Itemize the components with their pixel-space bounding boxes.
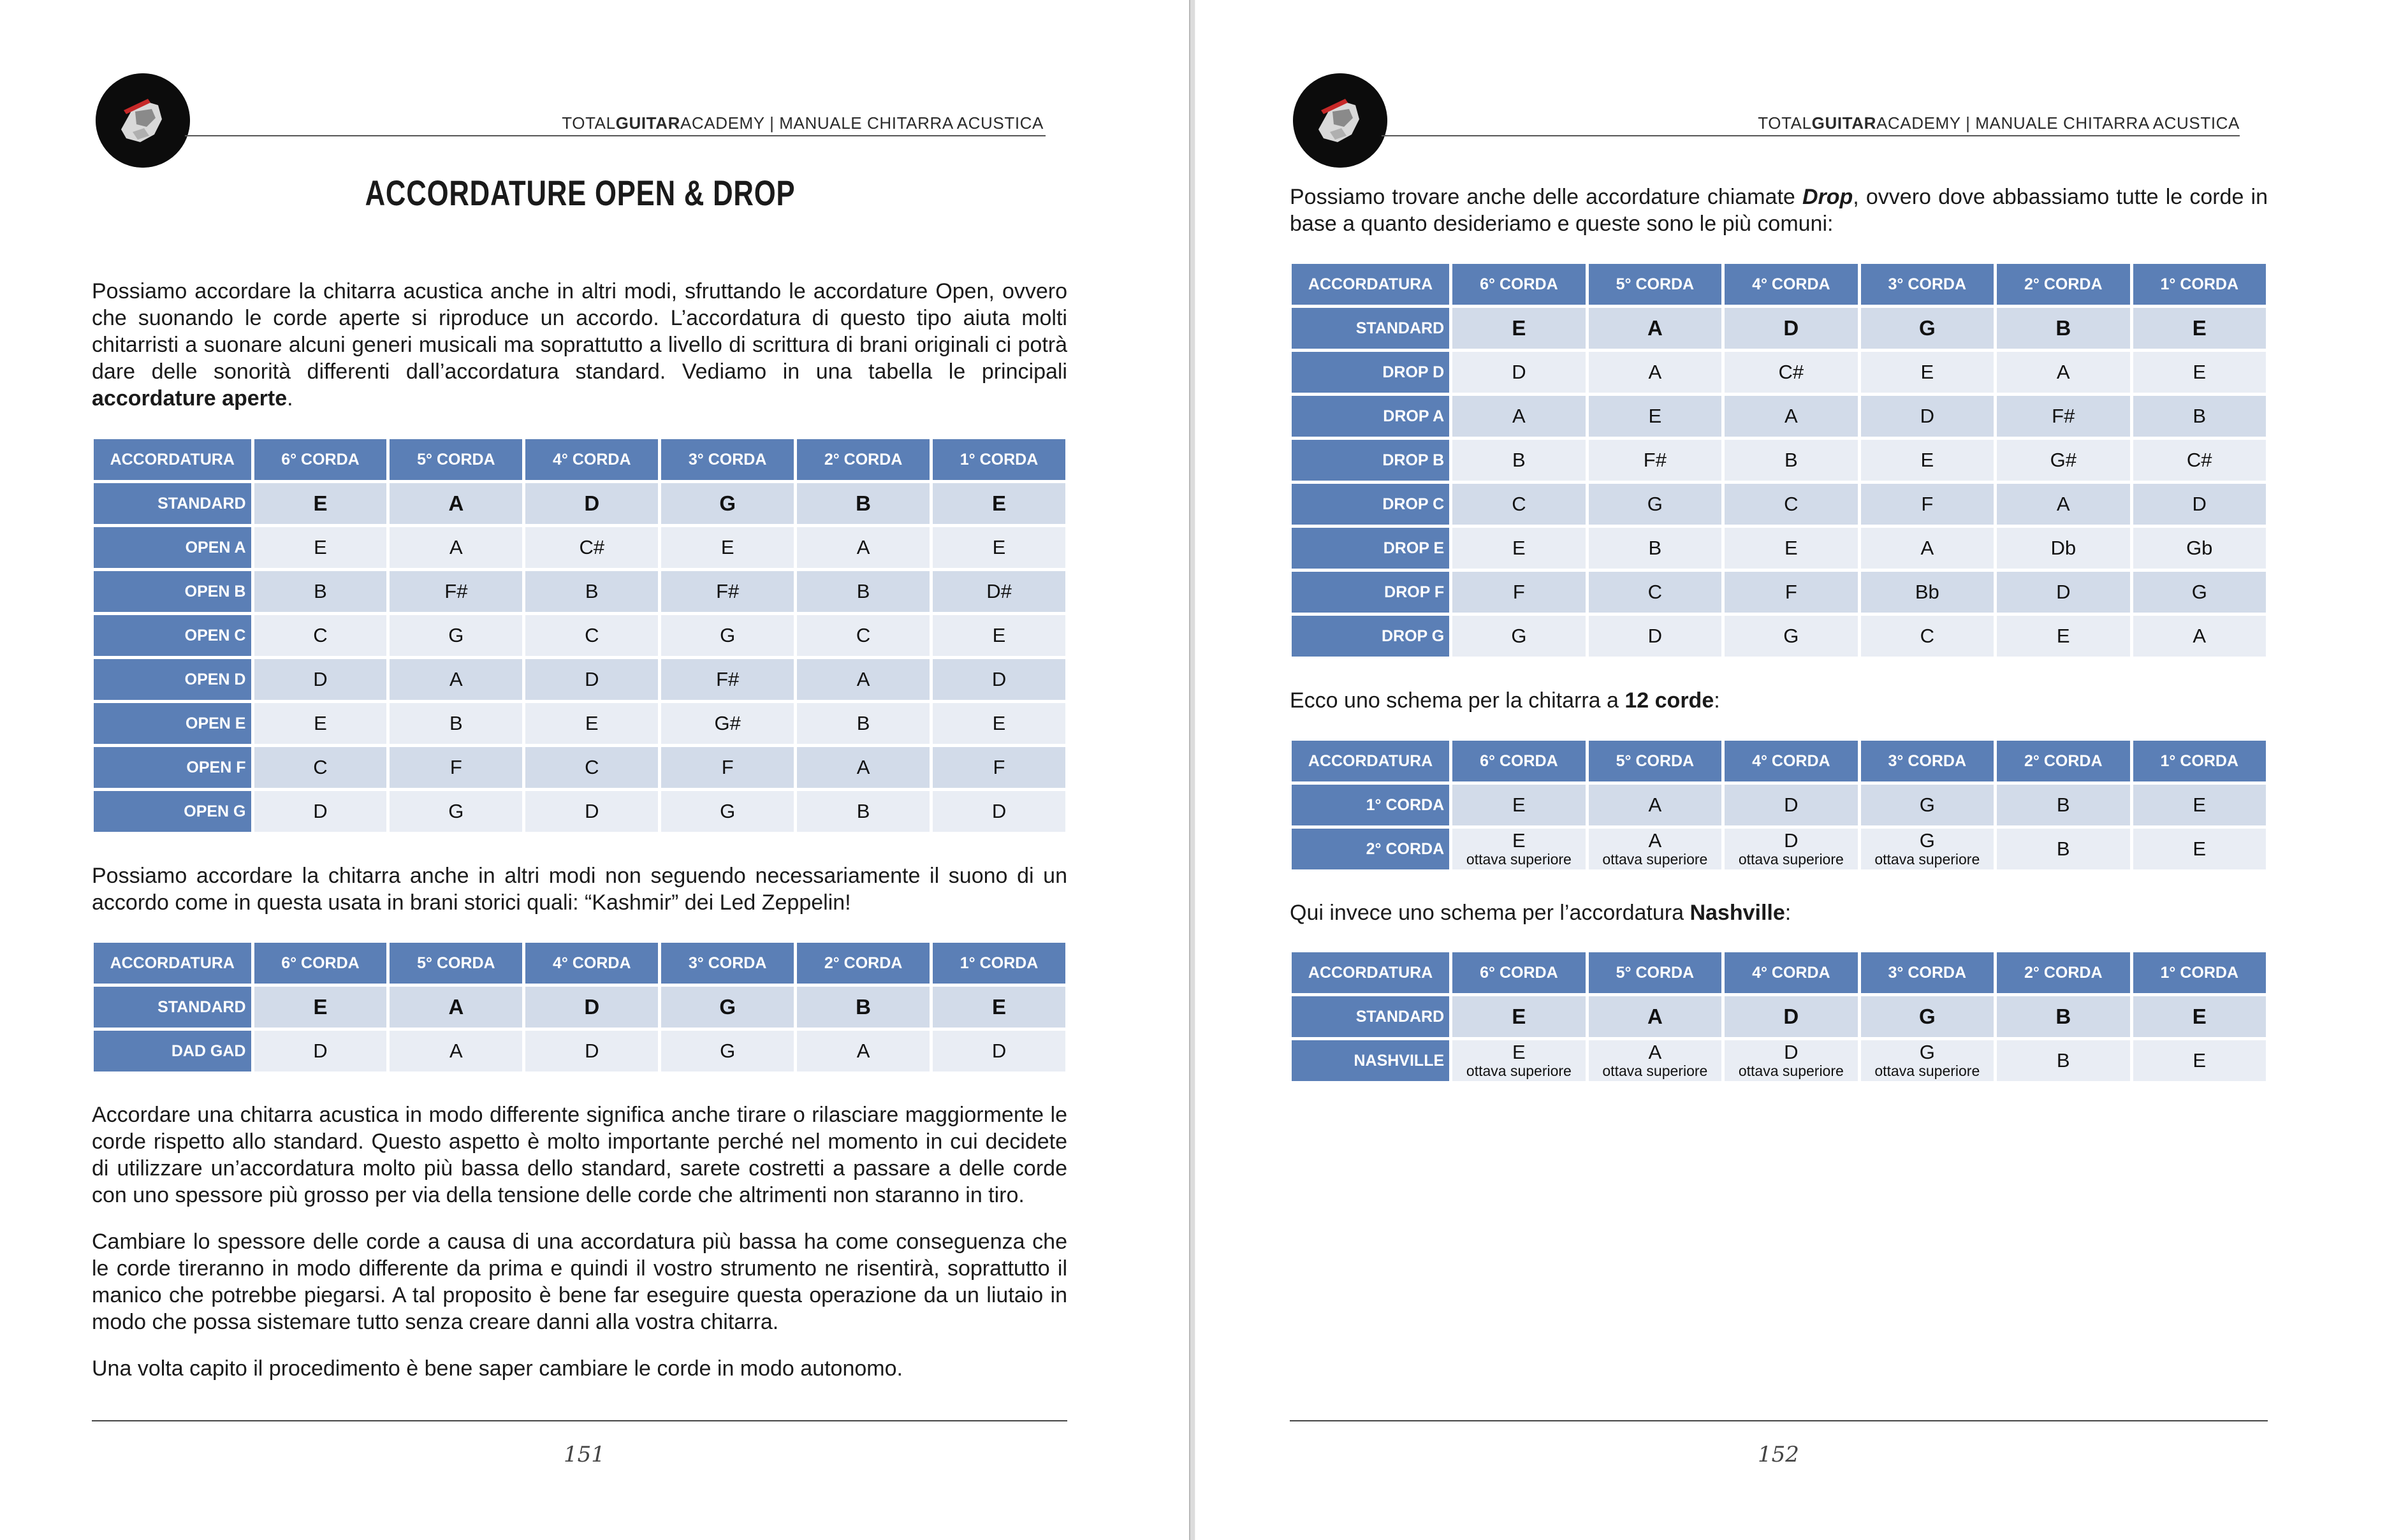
table-row [1292, 440, 2266, 481]
drop-tunings-table [1288, 261, 2269, 660]
table-row [1292, 785, 2266, 825]
column-header: 2° CORDA [797, 439, 930, 480]
table-row [94, 615, 1065, 656]
table-cell: G [661, 483, 794, 524]
table-row [94, 527, 1065, 568]
table-cell: E [2133, 352, 2267, 393]
table-cell: G [390, 791, 522, 832]
intro-paragraph: Possiamo accordare la chitarra acustica anche in altri modi, sfruttando le accordature Open, ovvero che suonando le corde aperte si riproduce un accordo. L’accordatura di questo tipo aiuta molti chitarristi a suonare alcuni generi musicali ma soprattutto a livello di scrittura di brani originali ci potrà dare delle sonorità differenti dall’accordatura standard. Vediamo in una tabella le principali accordature aperte. [92, 279, 1067, 410]
table-cell [1725, 829, 1857, 869]
table-cell: E [933, 703, 1065, 744]
column-header: 1° CORDA [933, 439, 1065, 480]
dadgad-table [91, 940, 1069, 1075]
cell-note: D [1784, 829, 1799, 852]
table-cell: A [1589, 352, 1721, 393]
page-number: 151 [564, 1442, 605, 1467]
table-row [94, 483, 1065, 524]
table-cell: B [797, 483, 930, 524]
table-row [94, 1031, 1065, 1071]
table-cell: C# [525, 527, 658, 568]
table-cell: D [1589, 616, 1721, 657]
row-label: DROP B [1292, 440, 1449, 481]
column-header: 4° CORDA [1725, 952, 1857, 993]
running-header: TOTALGUITARACADEMY | MANUALE CHITARRA ACUSTICA [562, 113, 1044, 133]
row-label: STANDARD [1292, 996, 1449, 1037]
table-cell: C [525, 615, 658, 656]
table-cell: A [1589, 785, 1721, 825]
table-cell: E [525, 703, 658, 744]
row-label: DROP D [1292, 352, 1449, 393]
table-cell: E [254, 527, 387, 568]
table-cell: E [2133, 785, 2267, 825]
table-cell: A [2133, 616, 2267, 657]
column-header: ACCORDATURA [1292, 741, 1449, 781]
table-cell: A [797, 659, 930, 700]
table-cell: G [661, 615, 794, 656]
table-cell: B [797, 791, 930, 832]
academy-logo [1293, 73, 1387, 168]
cell-octave-note: ottava superiore [1466, 1063, 1572, 1079]
table-cell: B [1997, 785, 2129, 825]
table-cell: F# [661, 571, 794, 612]
table-cell: E [933, 483, 1065, 524]
cell-note: D [1784, 1041, 1799, 1063]
table-cell: Bb [1861, 572, 1994, 613]
table-cell: E [1997, 616, 2129, 657]
table-row [1292, 308, 2266, 349]
table-cell: A [1725, 396, 1857, 437]
cell-note: G [1919, 1041, 1935, 1063]
column-header: 5° CORDA [390, 943, 522, 984]
table-cell: E [661, 527, 794, 568]
table-cell: B [1997, 1040, 2129, 1081]
table-row [94, 571, 1065, 612]
column-header: 5° CORDA [1589, 264, 1721, 305]
column-header: 1° CORDA [2133, 741, 2267, 781]
table-cell: F [661, 747, 794, 788]
table-cell: B [1589, 528, 1721, 569]
table-row [1292, 829, 2266, 869]
table-cell: D [1452, 352, 1585, 393]
column-header: 2° CORDA [1997, 741, 2129, 781]
row-label: 2° CORDA [1292, 829, 1449, 869]
row-label: 1° CORDA [1292, 785, 1449, 825]
table-cell: F [1725, 572, 1857, 613]
table-cell: C [254, 747, 387, 788]
table-cell: C# [2133, 440, 2267, 481]
table-cell: B [525, 571, 658, 612]
table-row [94, 703, 1065, 744]
table-cell [1452, 829, 1585, 869]
column-header: 4° CORDA [525, 439, 658, 480]
table-cell: C [1589, 572, 1721, 613]
row-label: DAD GAD [94, 1031, 251, 1071]
row-label: OPEN A [94, 527, 251, 568]
column-header: 6° CORDA [1452, 952, 1585, 993]
table-cell: G [390, 615, 522, 656]
table-cell: D [525, 483, 658, 524]
column-header: 3° CORDA [661, 439, 794, 480]
column-header: 3° CORDA [1861, 741, 1994, 781]
table-cell: E [254, 987, 387, 1028]
cell-octave-note: ottava superiore [1602, 1063, 1708, 1079]
spread-divider [1189, 0, 1195, 1540]
table-cell: G [661, 987, 794, 1028]
table-cell: G [1589, 484, 1721, 525]
string-tension-paragraph: Accordare una chitarra acustica in modo differente significa anche tirare o rilasciare maggiormente le corde rispetto allo standard. Questo aspetto è molto importante perché nel momento in cui decidete di utilizzare un’accordatura molto più bassa dello standard, sarete costretti a passare a delle corde con uno spessore più grosso per via della tensione delle corde che altrimenti non staranno in tiro. [92, 1103, 1067, 1207]
table-row [1292, 1040, 2266, 1081]
table-cell: F [1861, 484, 1994, 525]
cell-octave-note: ottava superiore [1602, 851, 1708, 868]
table-cell: A [797, 1031, 930, 1071]
table-cell: E [1725, 528, 1857, 569]
academy-logo [96, 73, 190, 168]
table-cell [1725, 1040, 1857, 1081]
page-title: ACCORDATURE OPEN & DROP [365, 173, 796, 213]
table-row [1292, 352, 2266, 393]
table-cell: A [1997, 352, 2129, 393]
right-page [1195, 0, 2387, 1540]
table-header-row [94, 943, 1065, 984]
table-cell: G# [1997, 440, 2129, 481]
closing-paragraph: Una volta capito il procedimento è bene saper cambiare le corde in modo autonomo. [92, 1356, 903, 1381]
table-cell [1452, 1040, 1585, 1081]
table-cell: A [390, 1031, 522, 1071]
row-label: OPEN B [94, 571, 251, 612]
table-cell: C [1725, 484, 1857, 525]
table-cell: G [2133, 572, 2267, 613]
table-cell: A [390, 987, 522, 1028]
row-label: DROP E [1292, 528, 1449, 569]
cell-note: A [1648, 1041, 1662, 1063]
running-header: TOTALGUITARACADEMY | MANUALE CHITARRA ACUSTICA [1758, 113, 2240, 133]
column-header: ACCORDATURA [94, 439, 251, 480]
header-rule [1382, 135, 2240, 136]
row-label: DROP A [1292, 396, 1449, 437]
table-cell: D [525, 659, 658, 700]
table-cell: E [2133, 996, 2267, 1037]
table-cell: D [525, 1031, 658, 1071]
string-gauge-paragraph: Cambiare lo spessore delle corde a causa di una accordatura più bassa ha come conseguenza che le corde tireranno in modo differente da prima e quindi il vostro strumento ne risentirà, soprattutto il manico che potrebbe piegarsi. A tal proposito è bene far eseguire questa operazione da un liutaio in modo che possa sistemare tutto senza creare danni alla vostra chitarra. [92, 1230, 1067, 1334]
table-cell: G [1725, 616, 1857, 657]
table-row [94, 987, 1065, 1028]
column-header: 3° CORDA [1861, 264, 1994, 305]
table-cell: C [254, 615, 387, 656]
table-cell: D [525, 791, 658, 832]
table-cell: G [1861, 996, 1994, 1037]
cell-note: A [1648, 829, 1662, 852]
column-header: 6° CORDA [1452, 741, 1585, 781]
table-cell: E [254, 483, 387, 524]
table-cell [1861, 1040, 1994, 1081]
cell-note: G [1919, 829, 1935, 852]
open-tunings-table [91, 436, 1069, 835]
table-cell: F [390, 747, 522, 788]
table-cell: E [1452, 996, 1585, 1037]
nashville-table [1288, 949, 2269, 1084]
table-cell: B [254, 571, 387, 612]
table-header-row [1292, 741, 2266, 781]
column-header: 4° CORDA [525, 943, 658, 984]
table-cell: D [933, 791, 1065, 832]
table-cell: E [254, 703, 387, 744]
column-header: 3° CORDA [661, 943, 794, 984]
column-header: 5° CORDA [1589, 952, 1721, 993]
column-header: ACCORDATURA [94, 943, 251, 984]
table-cell: G [1452, 616, 1585, 657]
table-cell: F# [1589, 440, 1721, 481]
column-header: 6° CORDA [254, 943, 387, 984]
table-cell: A [1589, 308, 1721, 349]
table-cell: C [797, 615, 930, 656]
column-header: 5° CORDA [390, 439, 522, 480]
table-cell: G# [661, 703, 794, 744]
column-header: 4° CORDA [1725, 264, 1857, 305]
cell-note: E [1512, 829, 1526, 852]
column-header: 1° CORDA [2133, 264, 2267, 305]
table-cell: F# [390, 571, 522, 612]
table-cell: C# [1725, 352, 1857, 393]
column-header: 6° CORDA [1452, 264, 1585, 305]
table-cell: E [1861, 440, 1994, 481]
cell-octave-note: ottava superiore [1874, 1063, 1980, 1079]
row-label: DROP C [1292, 484, 1449, 525]
cell-octave-note: ottava superiore [1466, 851, 1572, 868]
table-cell: D [1861, 396, 1994, 437]
table-cell: F [1452, 572, 1585, 613]
table-cell: A [1452, 396, 1585, 437]
column-header: 4° CORDA [1725, 741, 1857, 781]
table-cell: E [933, 987, 1065, 1028]
page-number: 152 [1758, 1442, 1799, 1467]
table-cell: A [390, 483, 522, 524]
footer-rule [92, 1420, 1067, 1421]
table-cell: A [797, 527, 930, 568]
column-header: ACCORDATURA [1292, 264, 1449, 305]
row-label: NASHVILLE [1292, 1040, 1449, 1081]
table-cell: A [1589, 996, 1721, 1037]
table-cell: D [525, 987, 658, 1028]
table-cell: C [525, 747, 658, 788]
table-cell: E [933, 527, 1065, 568]
table-cell: B [1725, 440, 1857, 481]
row-label: DROP G [1292, 616, 1449, 657]
column-header: 2° CORDA [797, 943, 930, 984]
cell-octave-note: ottava superiore [1874, 851, 1980, 868]
table-row [94, 747, 1065, 788]
table-cell: B [797, 703, 930, 744]
column-header: 2° CORDA [1997, 264, 2129, 305]
left-page [0, 0, 1189, 1540]
table-header-row [1292, 952, 2266, 993]
table-cell: D [2133, 484, 2267, 525]
table-cell: Gb [2133, 528, 2267, 569]
table-row [1292, 396, 2266, 437]
nashville-paragraph: Qui invece uno schema per l’accordatura Nashville: [1290, 901, 1792, 925]
table-cell: F# [1997, 396, 2129, 437]
table-cell: A [390, 527, 522, 568]
table-cell: D [933, 659, 1065, 700]
table-cell: E [933, 615, 1065, 656]
table-cell: E [2133, 1040, 2267, 1081]
column-header: 3° CORDA [1861, 952, 1994, 993]
row-label: OPEN D [94, 659, 251, 700]
table-cell: A [797, 747, 930, 788]
column-header: 5° CORDA [1589, 741, 1721, 781]
table-cell: B [390, 703, 522, 744]
table-cell: D [254, 659, 387, 700]
cell-note: E [1512, 1041, 1526, 1063]
column-header: 1° CORDA [933, 943, 1065, 984]
cell-octave-note: ottava superiore [1738, 1063, 1844, 1079]
table-row [94, 659, 1065, 700]
table-cell: B [1452, 440, 1585, 481]
table-cell: A [390, 659, 522, 700]
row-label: OPEN E [94, 703, 251, 744]
row-label: STANDARD [1292, 308, 1449, 349]
table-cell: G [1861, 308, 1994, 349]
column-header: ACCORDATURA [1292, 952, 1449, 993]
table-cell: B [797, 571, 930, 612]
table-cell: E [1452, 785, 1585, 825]
table-cell: E [2133, 829, 2267, 869]
table-cell: C [1861, 616, 1994, 657]
table-cell: G [661, 791, 794, 832]
row-label: OPEN G [94, 791, 251, 832]
table-row [1292, 616, 2266, 657]
table-cell: D [1725, 308, 1857, 349]
twelve-string-table [1288, 737, 2269, 873]
table-row [1292, 528, 2266, 569]
table-cell [1861, 829, 1994, 869]
table-header-row [1292, 264, 2266, 305]
table-header-row [94, 439, 1065, 480]
column-header: 6° CORDA [254, 439, 387, 480]
column-header: 2° CORDA [1997, 952, 2129, 993]
table-row [1292, 996, 2266, 1037]
row-label: OPEN C [94, 615, 251, 656]
table-cell: D [254, 791, 387, 832]
kashmir-paragraph: Possiamo accordare la chitarra anche in altri modi non seguendo necessariamente il suono di un accordo come in questa usata in brani storici quali: “Kashmir” dei Led Zeppelin! [92, 864, 1067, 915]
table-cell: F# [661, 659, 794, 700]
table-cell: A [1997, 484, 2129, 525]
drop-intro-paragraph: Possiamo trovare anche delle accordature chiamate Drop, ovvero dove abbassiamo tutte le corde in base a quanto desideriamo e queste sono le più comuni: [1290, 185, 2268, 236]
table-cell: E [2133, 308, 2267, 349]
table-cell: C [1452, 484, 1585, 525]
table-cell: D# [933, 571, 1065, 612]
table-cell: B [1997, 308, 2129, 349]
table-cell: B [2133, 396, 2267, 437]
table-cell: D [254, 1031, 387, 1071]
table-cell: G [1861, 785, 1994, 825]
row-label: STANDARD [94, 483, 251, 524]
table-cell: D [933, 1031, 1065, 1071]
table-cell: E [1452, 308, 1585, 349]
header-rule [185, 135, 1046, 136]
table-cell: B [1997, 996, 2129, 1037]
table-cell [1589, 829, 1721, 869]
row-label: STANDARD [94, 987, 251, 1028]
table-cell [1589, 1040, 1721, 1081]
table-row [94, 791, 1065, 832]
table-cell: E [1452, 528, 1585, 569]
table-cell: A [1861, 528, 1994, 569]
cell-octave-note: ottava superiore [1738, 851, 1844, 868]
twelve-string-paragraph: Ecco uno schema per la chitarra a 12 corde: [1290, 688, 1720, 713]
table-cell: E [1861, 352, 1994, 393]
table-cell: B [797, 987, 930, 1028]
table-cell: G [661, 1031, 794, 1071]
table-cell: B [1997, 829, 2129, 869]
column-header: 1° CORDA [2133, 952, 2267, 993]
table-row [1292, 572, 2266, 613]
table-row [1292, 484, 2266, 525]
table-cell: D [1725, 785, 1857, 825]
table-cell: D [1997, 572, 2129, 613]
row-label: DROP F [1292, 572, 1449, 613]
table-cell: E [1589, 396, 1721, 437]
table-cell: Db [1997, 528, 2129, 569]
table-cell: F [933, 747, 1065, 788]
table-cell: D [1725, 996, 1857, 1037]
footer-rule [1290, 1420, 2268, 1421]
row-label: OPEN F [94, 747, 251, 788]
